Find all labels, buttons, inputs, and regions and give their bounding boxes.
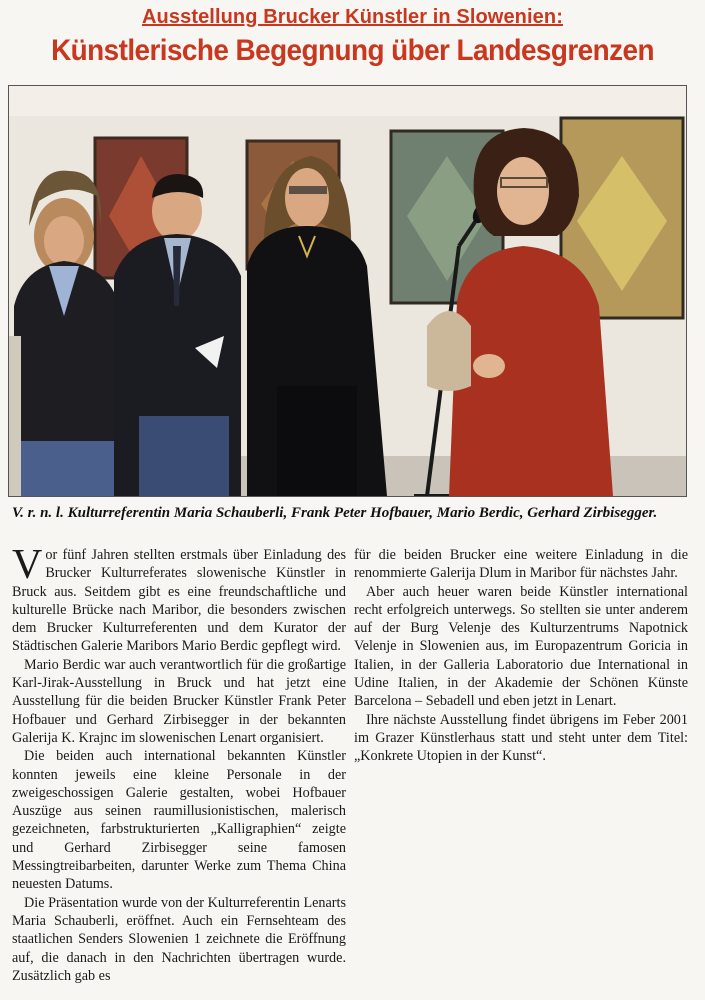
photo-caption: V. r. n. l. Kulturreferentin Maria Schauberli, Frank Peter Hofbauer, Mario Berdic, Gerhard Zirbisegger.	[12, 505, 658, 521]
article-photo	[8, 85, 687, 497]
article-kicker: Ausstellung Brucker Künstler in Slowenien:	[142, 6, 563, 28]
paragraph: Die beiden auch international bekannten Künstler konnten jeweils eine kleine Personale in der zweigeschossigen Galerie gestalten, wobei Hofbauer Auszüge aus seinen raumillusionistischen, malerisch gezeichneten, farbstrukturierten „Kalligraphien“ zeigte und Gerhard Zirbisegger seine famosen Messingtreibarbeiten, darunter Werke zum Thema China neuesten Datums.	[12, 748, 346, 893]
paragraph: Ihre nächste Ausstellung findet übrigens im Feber 2001 im Grazer Künstlerhaus statt und steht unter dem Titel: „Konkrete Utopien in der Kunst“.	[354, 711, 688, 765]
paragraph: Aber auch heuer waren beide Künstler international recht erfolgreich unterwegs. So stellten sie unter anderem auf der Burg Velenje des Kulturzentrums Napotnick Velenje in Slowenien aus, im Europazentrum Goricia in Italien, in der Galleria Laboratorio due International in Udine Italien, in der Akademie der Schönen Künste Barcelona – Sebadell und eben jetzt in Lenart.	[354, 583, 688, 710]
paragraph: Die Präsentation wurde von der Kulturreferentin Lenarts Maria Schauberli, eröffnet. Auch ein Fernsehteam des staatlichen Senders Slowenien 1 zeichnete die Eröffnung auf, die danach in den Nachrichten übertragen wurde. Zusätzlich gab es	[12, 894, 346, 984]
paragraph: für die beiden Brucker eine weitere Einladung in die renommierte Galerija Dlum in Maribor für nächstes Jahr.	[354, 547, 688, 582]
photo-illustration	[9, 86, 686, 496]
paragraph-text: or fünf Jahren stellten erstmals über Einladung des Brucker Kulturreferates slowenische Künstler in Bruck aus. Seitdem gibt es eine freundschaftliche und kulturelle Brücke nach Maribor, die besonders zwischen dem Brucker Kulturreferenten und dem Kurator der Städtischen Galerie Maribors Mario Berdic gepflegt wird.	[12, 547, 346, 655]
paragraph	[12, 542, 346, 656]
paragraph: Mario Berdic war auch verantwortlich für die großartige Karl-Jirak-Ausstellung in Bruck und hat jetzt eine Ausstellung für die beiden Brucker Künstler Frank Peter Hofbauer und Gerhard Zirbisegger in der bekannten Galerija K. Krajnc im slowenischen Lenart organisiert.	[12, 656, 346, 746]
body-column-left	[12, 542, 346, 985]
body-column-right	[354, 546, 688, 766]
article-headline: Künstlerische Begegnung über Landesgrenzen	[51, 34, 654, 67]
drop-cap: V	[12, 542, 43, 588]
